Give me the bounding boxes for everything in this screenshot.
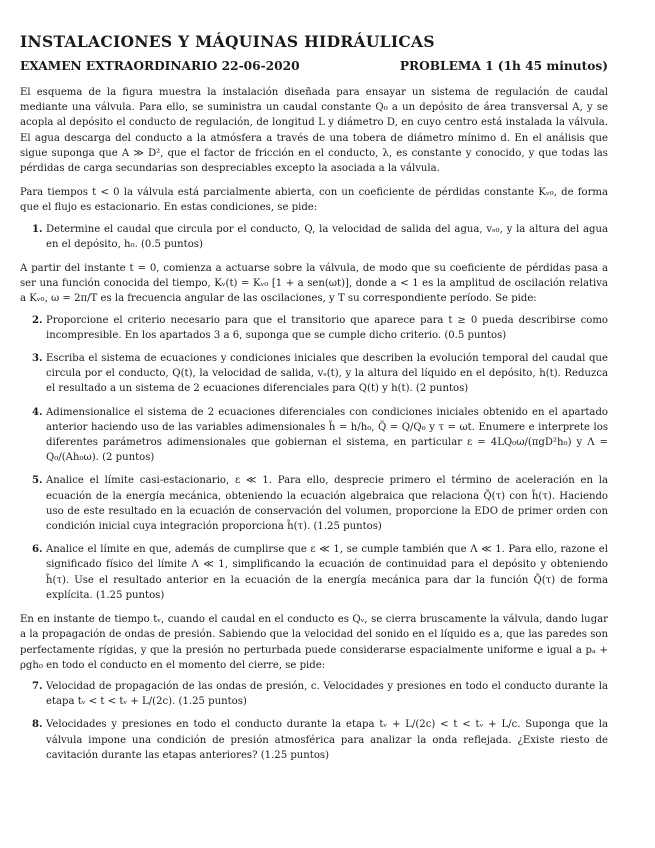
question-list-2	[20, 313, 608, 603]
exam-label: EXAMEN EXTRAORDINARIO 22-06-2020	[20, 59, 300, 73]
question-text: Proporcione el criterio necesario para que el transitorio que aparece para t ≥ 0 pueda describirse como incompresible. En los apartados 3 a 6, suponga que se cumple dicho criterio. (0.5 puntos)	[46, 314, 608, 341]
question-number: 7.	[32, 680, 43, 692]
question-number: 4.	[32, 406, 43, 418]
question-text: Analice el límite en que, además de cumplirse que ε ≪ 1, se cumple también que Λ ≪ 1. Para ello, razone el significado físico del límite Λ ≪ 1, simplificando la ecuación de continuidad para el depósito y obteniendo h̃(τ). Use el resultado anterior en la ecuación de la energía mecánica para dar la función Q̃(τ) de forma explícita. (1.25 puntos)	[46, 544, 608, 601]
question-text: Escriba el sistema de ecuaciones y condiciones iniciales que describen la evolución temporal del caudal que circula por el conducto, Q(t), la velocidad de salida, vₛ(t), y la altura del líquido en el depósito, h(t). Reduzca el resultado a un sistema de 2 ecuaciones diferenciales para Q(t) y h(t). (2 puntos)	[46, 353, 608, 395]
question-number: 6.	[32, 544, 43, 556]
question-number: 5.	[32, 475, 43, 487]
question-number: 3.	[32, 353, 43, 365]
question-text: Adimensionalice el sistema de 2 ecuaciones diferenciales con condiciones iniciales obtenido en el apartado anterior haciendo uso de las variables adimensionales h̃ = h/h₀, Q̃ = Q/Q₀ y τ = ωt. Enumere e interprete los diferentes parámetros adimensionales que gobiernan el sistema, en particular ε = 4LQ₀ω/(πgD²h₀) y Λ = Q₀/(Ah₀ω). (2 puntos)	[46, 406, 608, 464]
question-item	[20, 313, 608, 343]
problem-label: PROBLEMA 1 (1h 45 minutos)	[399, 59, 608, 73]
subheader	[20, 59, 608, 74]
question-list-1	[20, 222, 608, 252]
intro-paragraph: El esquema de la figura muestra la instalación diseñada para ensayar un sistema de regulación de caudal mediante una válvula. Para ello, se suministra un caudal constante Q₀ a un depósito de área transversal A, y se acopla al depósito el conducto de regulación, de longitud L y diámetro D, en cuyo centro está instalada la válvula. El agua descarga del conducto a la atmósfera a través de una tobera de diámetro mínimo d. En el análisis que sigue suponga que A ≫ D², que el factor de fricción en el conducto, λ, es constante y conocido, y que todas las pérdidas de carga secundarias son despreciables excepto la asociada a la válvula.	[20, 87, 608, 175]
question-text: Velocidad de propagación de las ondas de presión, c. Velocidades y presiones en todo el conducto durante la etapa tᵥ < t < tᵥ + L/(2c). (1.25 puntos)	[46, 680, 608, 708]
document-title: INSTALACIONES Y MÁQUINAS HIDRÁULICAS	[20, 32, 435, 51]
exam-page	[20, 32, 608, 763]
question-text: Determine el caudal que circula por el conducto, Q, la velocidad de salida del agua, vₛ₀, y la altura del agua en el depósito, h₀. (0.5 puntos)	[46, 223, 608, 250]
question-item	[20, 542, 608, 603]
question-number: 1.	[32, 223, 43, 235]
question-item	[20, 717, 608, 763]
valve-actuation-paragraph: A partir del instante t = 0, comienza a actuarse sobre la válvula, de modo que su coeficiente de pérdidas pasa a ser una función conocida del tiempo, Kᵥ(t) = Kᵥ₀ [1 + a sen(ωt)], donde a < 1 es la amplitud de oscilación relativa a Kᵥ₀, ω = 2π/T es la frecuencia angular de las oscilaciones, y T su correspondiente período. Se pide:	[20, 263, 608, 305]
question-item	[20, 473, 608, 534]
question-item	[20, 222, 608, 252]
conditions-paragraph: Para tiempos t < 0 la válvula está parcialmente abierta, con un coeficiente de pérdidas constante Kᵥ₀, de forma que el flujo es estacionario. En estas condiciones, se pide:	[20, 187, 608, 214]
question-list-3	[20, 679, 608, 763]
question-item	[20, 405, 608, 466]
question-text: Velocidades y presiones en todo el conducto durante la etapa tᵥ + L/(2c) < t < tᵥ + L/c. Suponga que la válvula impone una condición de presión atmosférica para analizar la onda reflejada. ¿Existe riesto de cavitación durante las etapas anteriores? (1.25 puntos)	[46, 719, 608, 761]
question-item	[20, 351, 608, 397]
question-item	[20, 679, 608, 709]
question-number: 8.	[32, 719, 43, 731]
question-text: Analice el límite casi-estacionario, ε ≪ 1. Para ello, desprecie primero el término de aceleración en la ecuación de la energía mecánica, obteniendo la ecuación algebraica que relaciona Q̃(τ) con h̃(τ). Haciendo uso de este resultado en la ecuación de conservación del volumen, proporcione la EDO de primer orden con condición inicial cuya integración proporciona h̃(τ). (1.25 puntos)	[46, 475, 608, 533]
question-number: 2.	[32, 314, 43, 326]
valve-closure-paragraph: En en instante de tiempo tᵥ, cuando el caudal en el conducto es Qᵥ, se cierra bruscamente la válvula, dando lugar a la propagación de ondas de presión. Sabiendo que la velocidad del sonido en el líquido es a, que las paredes son perfectamente rígidas, y que la presión no perturbada puede considerarse espacialmente uniforme e igual a pₐ + ρgh₀ en todo el conducto en el momento del cierre, se pide:	[20, 614, 608, 671]
